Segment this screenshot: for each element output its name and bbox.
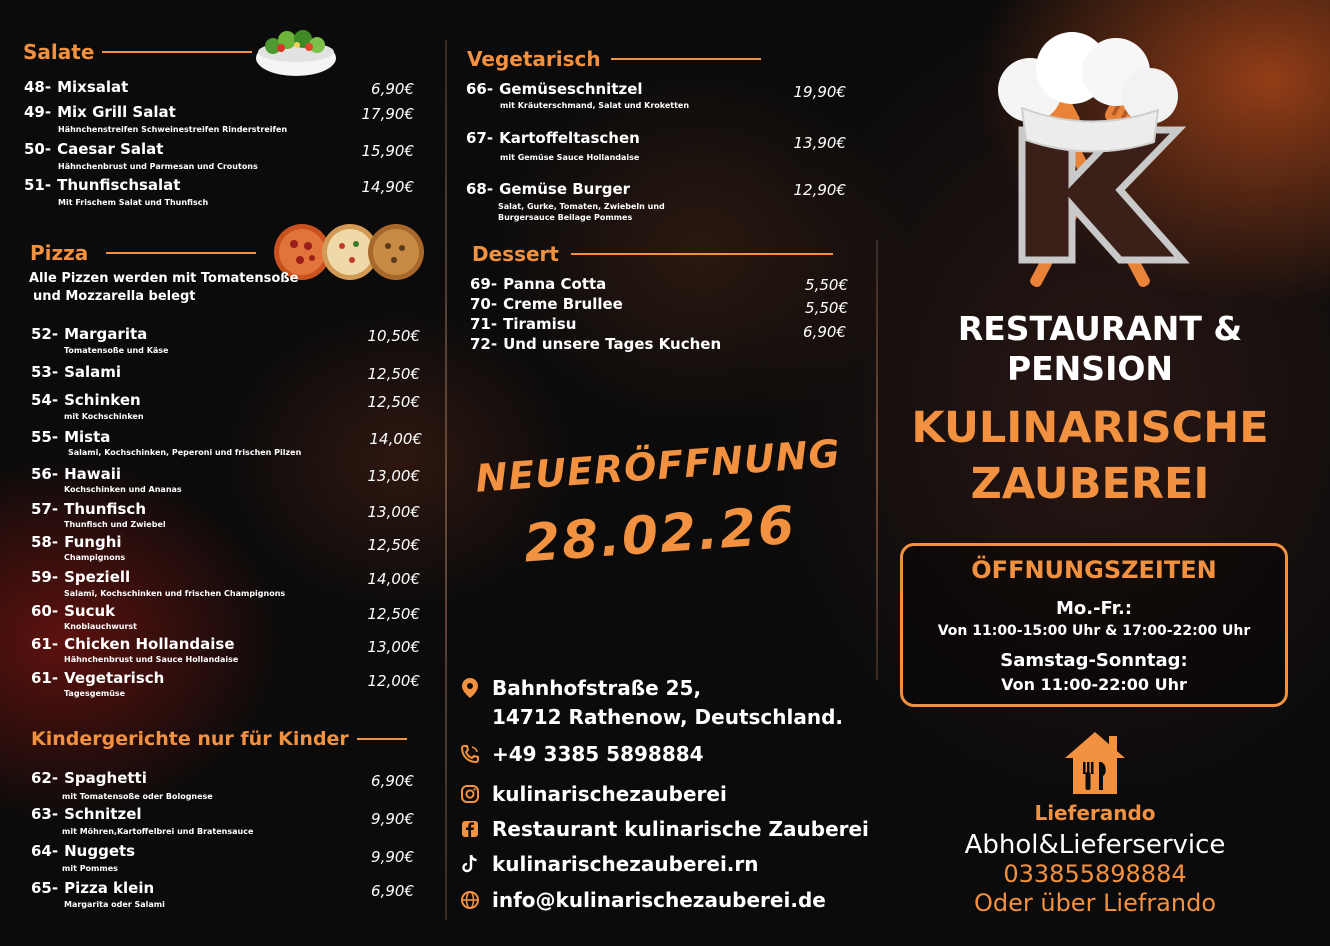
kinder-title-text: Kindergerichte nur für Kinder (31, 728, 349, 750)
item-price: 13,00€ (367, 503, 420, 521)
hours-weekend-label: Samstag-Sonntag: (1000, 650, 1188, 671)
address-line2: 14712 Rathenow, Deutschland. (492, 705, 844, 729)
brand-name-line1: KULINARISCHE (911, 403, 1269, 453)
item-price: 12,50€ (367, 393, 420, 411)
item-name: Nuggets (64, 842, 136, 860)
list-item (466, 180, 630, 198)
pizza-title-rule (106, 252, 256, 254)
item-description: mit Gemüse Sauce Hollandaise (500, 153, 640, 162)
hours-weekday-label: Mo.-Fr.: (1055, 598, 1133, 619)
item-price: 9,90€ (371, 848, 414, 866)
item-name: Und unsere Tages Kuchen (503, 335, 722, 353)
list-item (31, 635, 235, 653)
item-number: 66- (466, 80, 494, 98)
list-item (24, 176, 180, 194)
hours-weekday-times: Von 11:00-15:00 Uhr & 17:00-22:00 Uhr (937, 623, 1251, 639)
item-number: 68- (466, 180, 494, 198)
item-name: Caesar Salat (57, 140, 164, 158)
facebook-icon (458, 817, 482, 841)
item-number: 56- (31, 465, 59, 483)
pizza-note-line1: Alle Pizzen werden mit Tomatensoße (29, 271, 299, 286)
item-description: Hähnchenbrust und Sauce Hollandaise (64, 655, 239, 664)
salate-title (23, 40, 252, 64)
item-description: Salami, Kochschinken, Peperoni und frischen Pilzen (68, 448, 302, 457)
item-description: mit Tomatensoße oder Bolognese (62, 792, 213, 801)
salate-title-text: Salate (23, 40, 95, 64)
item-number: 72- (470, 335, 498, 353)
item-price: 9,90€ (371, 810, 414, 828)
item-description: mit Kräuterschmand, Salat und Kroketten (500, 101, 690, 110)
item-number: 63- (31, 805, 59, 823)
address-row (458, 676, 701, 700)
item-name: Mix Grill Salat (57, 103, 176, 121)
list-item (31, 842, 135, 860)
instagram-row[interactable] (458, 782, 727, 806)
delivery-phone[interactable]: 033855898884 (1003, 860, 1187, 888)
item-price: 5,50€ (805, 276, 848, 294)
item-name: Kartoffeltaschen (499, 129, 640, 147)
list-item (31, 568, 130, 586)
instagram-icon (458, 782, 482, 806)
item-description: Hähnchenstreifen Schweinestreifen Rinderstreifen (58, 125, 288, 134)
item-name: Funghi (64, 533, 122, 551)
lieferando-house-icon (1061, 728, 1129, 798)
item-description: Hähnchenbrust und Parmesan und Croutons (58, 162, 258, 171)
item-name: Pizza klein (64, 879, 155, 897)
item-number: 64- (31, 842, 59, 860)
item-name: Thunfisch (64, 500, 146, 518)
instagram-handle: kulinarischezauberei (492, 782, 727, 806)
item-name: Chicken Hollandaise (64, 635, 235, 653)
phone-icon (458, 742, 482, 766)
delivery-service: Abhol&Lieferservice (964, 830, 1226, 860)
item-name: Hawaii (64, 465, 122, 483)
item-description: Tomatensoße und Käse (64, 346, 169, 355)
email-address: info@kulinarischezauberei.de (492, 888, 826, 912)
item-number: 61- (31, 635, 59, 653)
list-item (31, 769, 147, 787)
list-item (24, 78, 128, 96)
item-name: Mista (64, 428, 111, 446)
column-divider-right (876, 240, 878, 680)
list-item (31, 879, 154, 897)
list-item (31, 428, 110, 446)
item-name: Sucuk (64, 602, 116, 620)
tiktok-icon (458, 852, 482, 876)
item-price: 12,90€ (793, 181, 846, 199)
item-name: Mixsalat (57, 78, 129, 96)
opening-headline: NEUERÖFFNUNG (474, 431, 842, 501)
list-item (466, 80, 643, 98)
vegetarisch-title-rule (611, 58, 761, 60)
kinder-title-rule (357, 738, 407, 740)
item-description: Champignons (64, 553, 126, 562)
item-price: 14,90€ (361, 178, 414, 196)
item-price: 13,00€ (367, 467, 420, 485)
dessert-title-text: Dessert (472, 242, 559, 266)
list-item (470, 295, 623, 313)
item-description: Tagesgemüse (64, 689, 126, 698)
pizza-title-text: Pizza (30, 241, 89, 265)
item-name: Gemüseschnitzel (499, 80, 643, 98)
brand-line2: PENSION (1006, 349, 1174, 388)
list-item (31, 805, 142, 823)
phone-number: +49 3385 5898884 (492, 742, 704, 766)
item-name: Salami (64, 363, 122, 381)
item-number: 71- (470, 315, 498, 333)
item-price: 6,90€ (803, 323, 846, 341)
item-number: 49- (24, 103, 52, 121)
location-pin-icon (458, 676, 482, 700)
hours-weekend-times: Von 11:00-22:00 Uhr (1001, 675, 1187, 694)
item-name: Margarita (64, 325, 148, 343)
item-description: Salat, Gurke, Tomaten, Zwiebeln und (498, 202, 665, 211)
item-name: Gemüse Burger (499, 180, 631, 198)
item-description: Margarita oder Salami (64, 900, 165, 909)
item-price: 6,90€ (371, 772, 414, 790)
address-line1: Bahnhofstraße 25, (492, 676, 702, 700)
item-price: 14,00€ (369, 430, 422, 448)
item-description: Mit Frischem Salat und Thunfisch (58, 198, 209, 207)
kinder-title (31, 728, 407, 750)
item-number: 69- (470, 275, 498, 293)
item-price: 19,90€ (793, 83, 846, 101)
item-name: Spaghetti (64, 769, 147, 787)
item-number: 55- (31, 428, 59, 446)
item-name: Schnitzel (64, 805, 142, 823)
opening-date: 28.02.26 (521, 495, 799, 575)
item-description: Salami, Kochschinken und frischen Champignons (64, 589, 286, 598)
hours-title: ÖFFNUNGSZEITEN (971, 556, 1217, 584)
item-name: Panna Cotta (503, 275, 607, 293)
item-price: 12,50€ (367, 536, 420, 554)
item-number: 60- (31, 602, 59, 620)
item-description: Knoblauchwurst (64, 622, 138, 631)
list-item (31, 500, 146, 518)
item-name: Tiramisu (503, 315, 577, 333)
globe-icon (458, 888, 482, 912)
list-item (24, 140, 163, 158)
vegetarisch-title-text: Vegetarisch (467, 47, 601, 71)
item-number: 58- (31, 533, 59, 551)
address-row-2 (492, 705, 843, 729)
item-price: 13,90€ (793, 134, 846, 152)
list-item (466, 129, 640, 147)
item-description: mit Pommes (62, 864, 118, 873)
item-price: 13,00€ (367, 638, 420, 656)
lieferando-label: Lieferando (1034, 801, 1156, 825)
item-price: 15,90€ (361, 142, 414, 160)
list-item (31, 533, 122, 551)
phone-row[interactable] (458, 742, 704, 766)
dessert-title (472, 242, 833, 266)
item-name: Vegetarisch (64, 669, 165, 687)
brand-line1: RESTAURANT & (957, 309, 1243, 348)
item-number: 51- (24, 176, 52, 194)
item-description: Kochschinken und Ananas (64, 485, 182, 494)
salad-bowl-image (253, 28, 339, 78)
item-number: 65- (31, 879, 59, 897)
tiktok-row[interactable] (458, 852, 759, 876)
list-item (31, 325, 147, 343)
pizza-note (29, 270, 298, 306)
item-name: Speziell (64, 568, 131, 586)
list-item (470, 275, 606, 293)
list-item (31, 669, 164, 687)
item-number: 52- (31, 325, 59, 343)
item-price: 12,00€ (367, 672, 420, 690)
salate-title-rule (102, 51, 252, 53)
pizza-title (30, 241, 256, 265)
facebook-page: Restaurant kulinarische Zauberei (492, 817, 869, 841)
delivery-via: Oder über Liefrando (973, 889, 1217, 917)
item-price: 6,90€ (371, 80, 414, 98)
dessert-title-rule (571, 253, 833, 255)
item-description: mit Kochschinken (64, 412, 144, 421)
item-price: 14,00€ (367, 570, 420, 588)
item-price: 12,50€ (367, 605, 420, 623)
item-name: Schinken (64, 391, 141, 409)
item-number: 67- (466, 129, 494, 147)
item-name: Thunfischsalat (57, 176, 181, 194)
item-description: mit Möhren,Kartoffelbrei und Bratensauce (62, 827, 254, 836)
vegetarisch-title (467, 47, 761, 71)
item-price: 12,50€ (367, 365, 420, 383)
item-price: 17,90€ (361, 105, 414, 123)
list-item (31, 602, 115, 620)
item-price: 6,90€ (371, 882, 414, 900)
chef-hat-logo (960, 30, 1220, 300)
list-item (470, 315, 576, 333)
item-number: 62- (31, 769, 59, 787)
item-price: 10,50€ (367, 327, 420, 345)
item-number: 61- (31, 669, 59, 687)
facebook-row[interactable] (458, 817, 869, 841)
item-number: 70- (470, 295, 498, 313)
email-row[interactable] (458, 888, 826, 912)
item-number: 59- (31, 568, 59, 586)
pizza-note-line2: und Mozzarella belegt (33, 289, 196, 304)
item-number: 57- (31, 500, 59, 518)
item-name: Creme Brullee (503, 295, 623, 313)
list-item (31, 465, 121, 483)
item-description-line2: Burgersauce Beilage Pommes (498, 213, 633, 222)
item-description: Thunfisch und Zwiebel (64, 520, 166, 529)
opening-hours-box (900, 543, 1288, 707)
item-number: 53- (31, 363, 59, 381)
list-item (31, 391, 141, 409)
list-item (31, 363, 121, 381)
item-number: 54- (31, 391, 59, 409)
list-item (470, 335, 721, 353)
item-price: 5,50€ (805, 299, 848, 317)
brand-name-line2: ZAUBEREI (970, 459, 1210, 509)
column-divider-left (445, 40, 447, 920)
item-number: 48- (24, 78, 52, 96)
list-item (24, 103, 176, 121)
item-number: 50- (24, 140, 52, 158)
tiktok-handle: kulinarischezauberei.rn (492, 852, 759, 876)
